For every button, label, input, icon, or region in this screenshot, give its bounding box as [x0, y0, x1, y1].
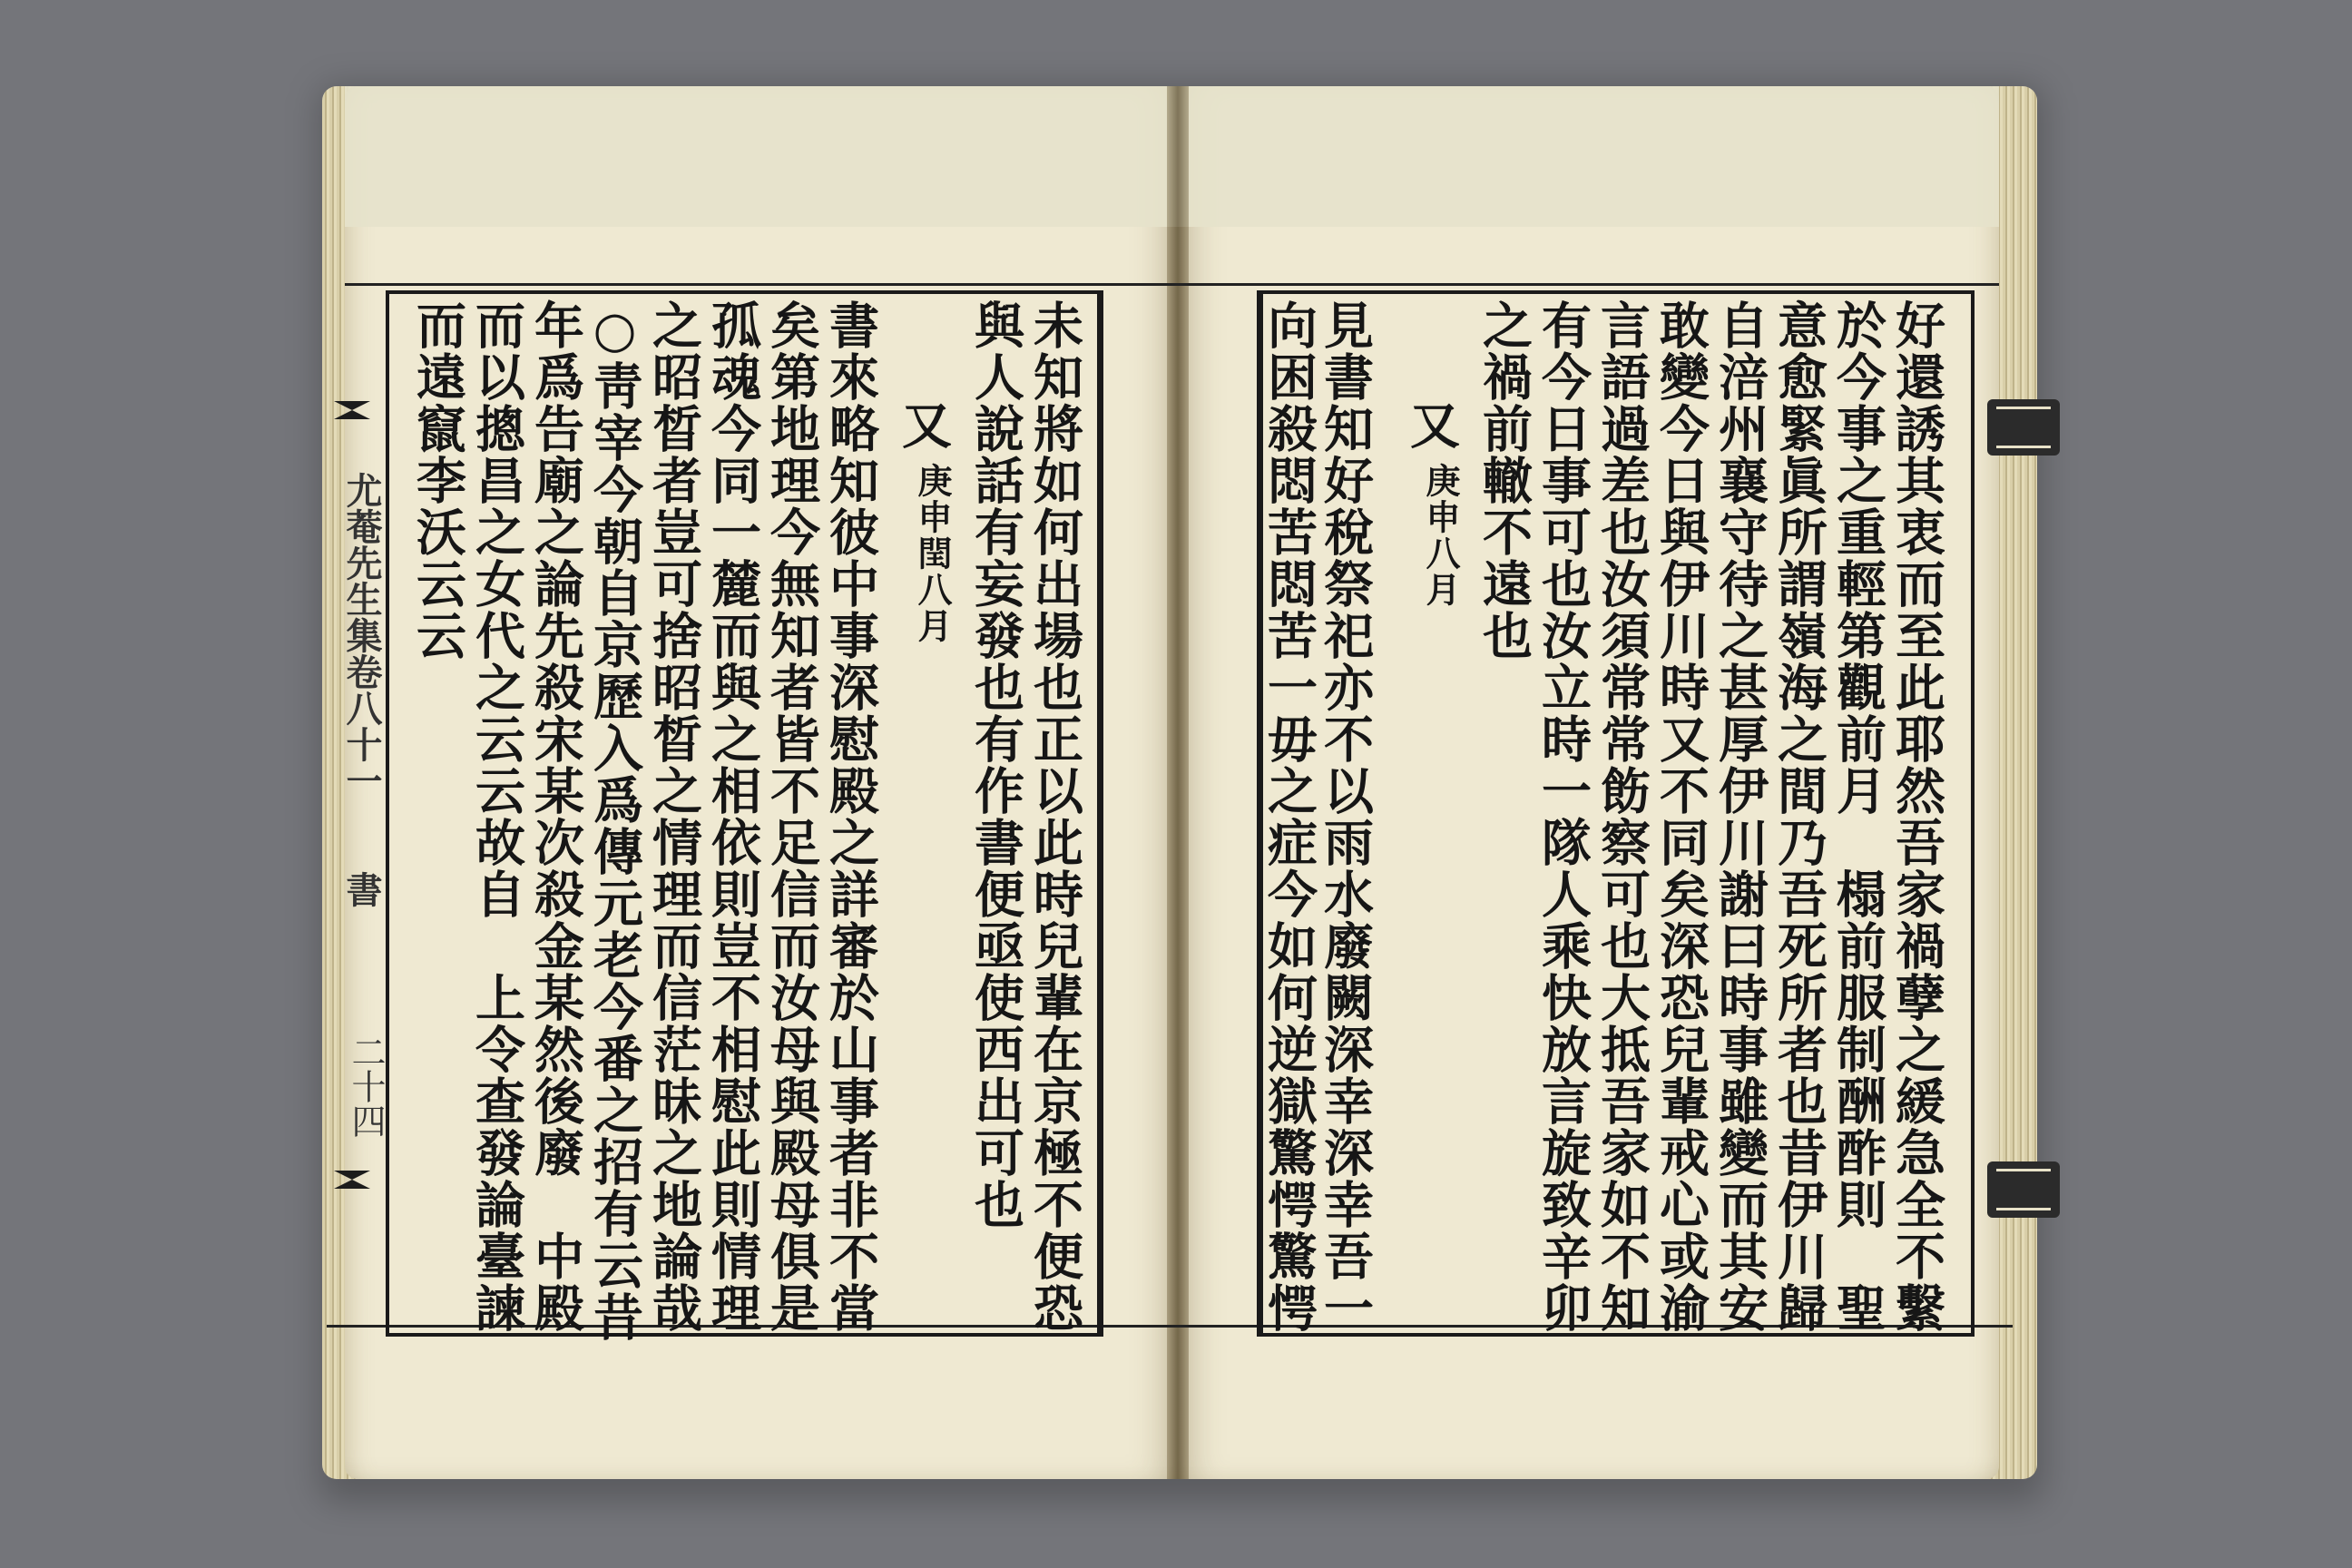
letter-heading: 又 — [1402, 399, 1461, 451]
binding-clip-upper-icon — [1987, 399, 2060, 456]
text-column: 年爲告廟之論先殺宋某次殺金某然後廢 中殿 — [526, 299, 585, 1334]
text-column: 敢變今日與伊川時又不同矣深恐兒輩戒心或渝 — [1651, 299, 1710, 1334]
right-top-rule — [1178, 283, 1999, 286]
book-gutter — [1167, 86, 1189, 1479]
book-title: 尤菴先生集卷八十一 — [340, 472, 383, 799]
text-column: 之昭晳者豈可捨昭晳之情理而信茫昧之地論哉 — [644, 299, 703, 1334]
fishtail-upper-icon — [334, 401, 370, 419]
text-column: 書來略知彼中事深慰殿之詳審於山事者非不當 — [821, 299, 880, 1334]
left-top-rule — [345, 283, 1178, 286]
text-column: 言語過差也汝須常常飭察可也大抵吾家如不知 — [1592, 299, 1651, 1334]
text-column: 矣第地理今無知者皆不足信而汝母與殿母俱是 — [762, 299, 821, 1334]
fishtail-lower-icon — [334, 1171, 370, 1189]
text-column: 自涪州襄守待之甚厚伊川謝曰時事雖變而其安 — [1710, 299, 1769, 1334]
text-column: 與人說話有妄發也有作書便亟使西出可也 — [966, 299, 1025, 1230]
text-column: 孤魂今同一麓而與之相依則豈不相慰此則情理 — [703, 299, 762, 1334]
section-label: 書 — [340, 871, 383, 907]
text-column: ○靑宰今朝自京歷入爲傳元老今番之招有云昔 — [585, 299, 644, 1343]
letter-date: 庚申八月 — [1420, 463, 1461, 608]
text-column: 有今日事可也汝立時一隊人乘快放言旋致辛卯 — [1534, 299, 1592, 1334]
text-column: 向困殺悶苦悶苦一毋之症今如何逆獄驚愕驚愕 — [1259, 299, 1318, 1334]
text-column: 好還誘其衷而至此耶然吾家禍孽之緩急全不繫 — [1887, 299, 1946, 1334]
letter-heading: 又 — [894, 399, 953, 451]
text-column: 而遠竄李沃云云 — [408, 299, 467, 662]
text-column: 意愈緊眞所謂嶺海之間乃吾死所者也昔伊川歸 — [1769, 299, 1828, 1334]
text-column: 之禍前轍不遠也 — [1475, 299, 1534, 662]
page-number: 二十四 — [346, 1034, 386, 1138]
letter-date: 庚申閏八月 — [912, 463, 953, 644]
text-column: 於今事之重輕第觀前月 榻前服制酬酢則 聖 — [1828, 299, 1887, 1334]
text-column: 見書知好稅祭祀亦不以雨水廢闕深幸深幸吾一 — [1316, 299, 1375, 1334]
binding-clip-lower-icon — [1987, 1161, 2060, 1218]
text-column: 未知將如何出場也正以此時兒輩在京極不便恐 — [1025, 299, 1084, 1334]
text-column: 而以摠昌之女代之云云故自 上令查發論臺諫 — [467, 299, 526, 1334]
